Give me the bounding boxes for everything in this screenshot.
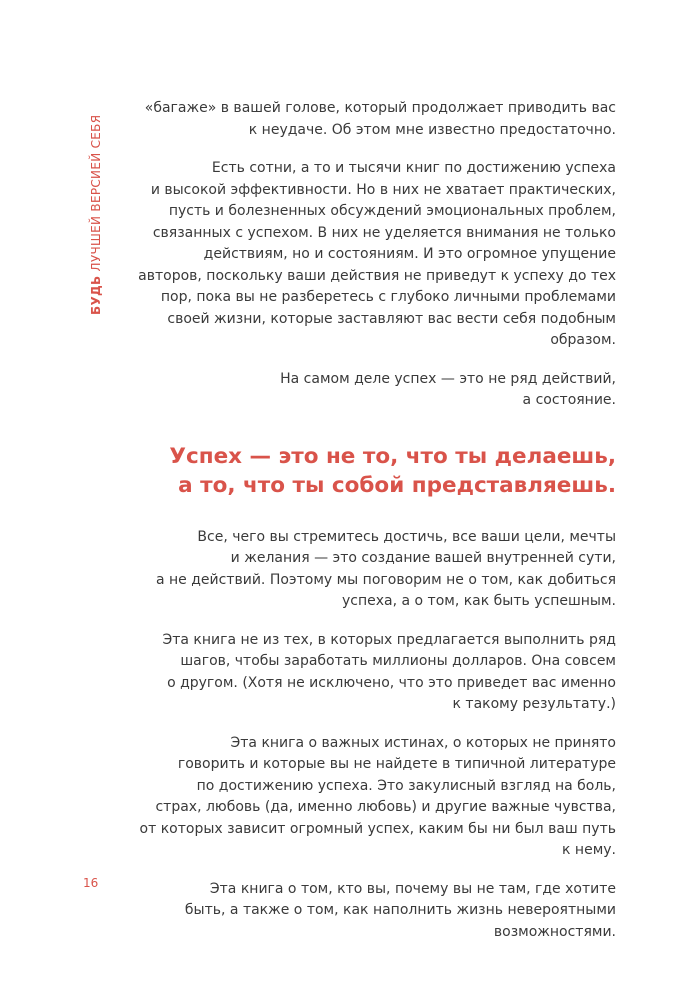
paragraph-books: Есть сотни, а то и тысячи книг по достижению успеха и высокой эффективности. Но в них не хватает практических, пусть и болезненных обсуждений эмоциональных проблем, связанных с успехом. В них не уделяется внимания не только действиям, но и состояниям. И это огромное упущение авторов, поскольку ваши действия не приведут к успеху до тех пор, пока вы не разберетесь с глубоко личными проблемами своей жизни, которые заставляют вас вести себя подобным образом.	[138, 160, 616, 348]
paragraph-success-state: На самом деле успех — это не ряд действий, а состояние.	[280, 370, 616, 408]
paragraph-truths: Эта книга о важных истинах, о которых не принято говорить и которые вы не найдете в типичной литературе по достижению успеха. Это закулисный взгляд на боль, страх, любовь (да, именно любовь) и другие важные чувства, от которых зависит огромный успех, каким бы ни был ваш путь к нему.	[139, 734, 616, 858]
page-body	[118, 98, 616, 943]
running-header	[89, 115, 103, 315]
running-header-rest: ЛУЧШЕЙ ВЕРСИЕЙ СЕБЯ	[89, 114, 103, 272]
paragraph-baggage: «багаже» в вашей голове, который продолжает приводить вас к неудаче. Об этом мне известно предостаточно.	[144, 100, 616, 138]
paragraph-who-you-are: Эта книга о том, кто вы, почему вы не там, где хотите быть, а также о том, как наполнить жизнь невероятными возможностями.	[184, 880, 616, 940]
page-number: 16	[83, 876, 99, 890]
paragraph-not-steps: Эта книга не из тех, в которых предлагается выполнить ряд шагов, чтобы заработать миллионы долларов. Она совсем о другом. (Хотя не исключено, что это приведет вас именно к такому результату.)	[162, 631, 616, 712]
paragraph-goals: Все, чего вы стремитесь достичь, все ваши цели, мечты и желания — это создание вашей внутренней сути, а не действий. Поэтому мы поговорим не о том, как добиться успеха, а о том, как быть успешным.	[155, 528, 616, 609]
running-header-bold: БУДЬ	[89, 275, 103, 315]
pull-quote: Успех — это не то, что ты делаешь, а то, что ты собой представляешь.	[169, 443, 616, 498]
